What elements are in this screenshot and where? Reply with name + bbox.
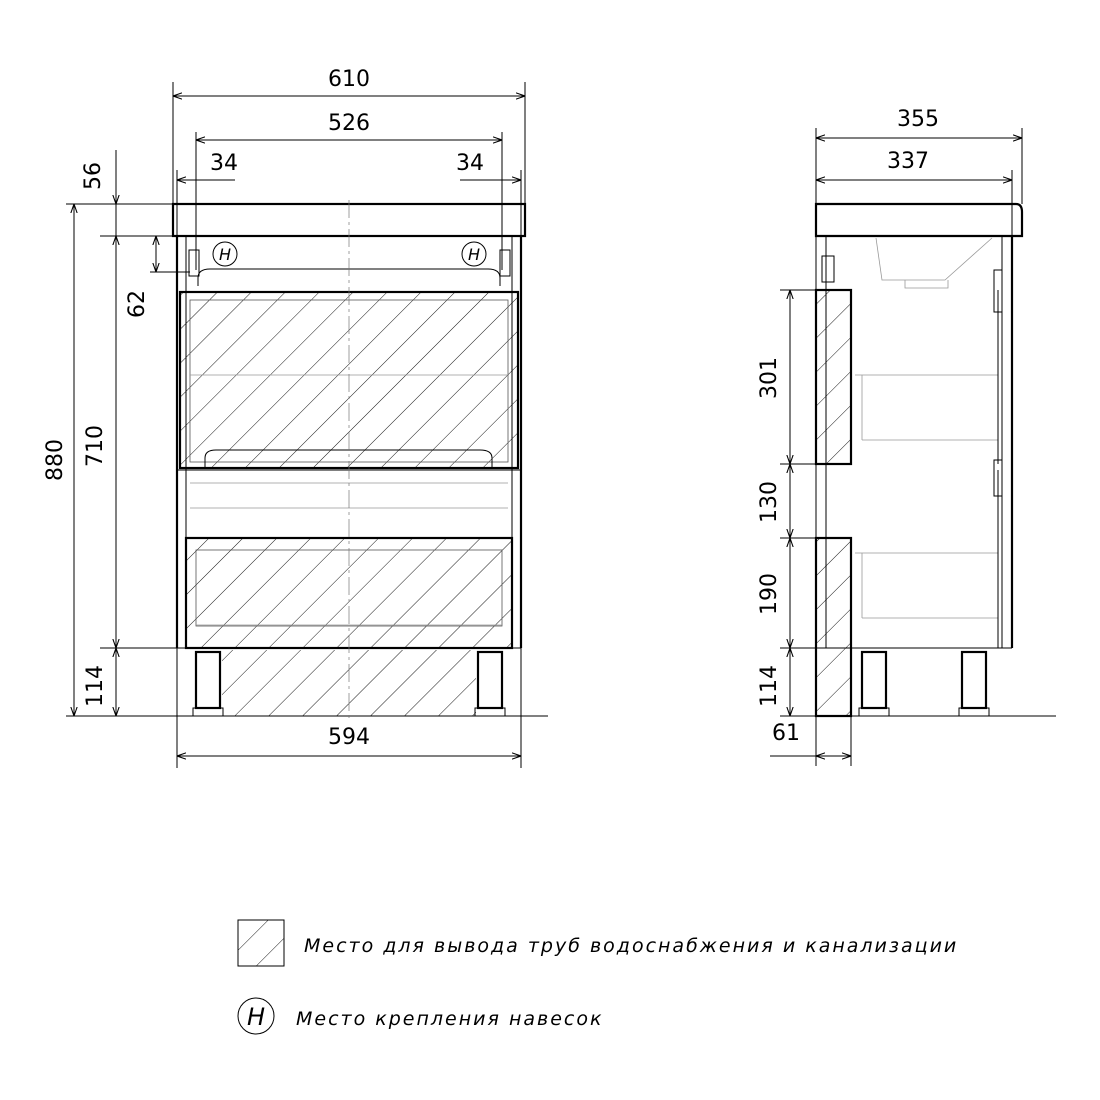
hanger-mark-right (462, 242, 486, 266)
legend-hangers (238, 998, 603, 1034)
side-upper-pipe-zone (816, 290, 851, 464)
side-leg-front (962, 652, 986, 708)
dim-zone-lower: 190 (757, 573, 782, 615)
dim-side-leg-height: 114 (757, 665, 782, 707)
dim-hinge-height: 62 (125, 290, 150, 318)
side-countertop (816, 204, 1022, 236)
legend-pipes-text: Место для вывода труб водоснабжения и канализации (304, 935, 959, 957)
dim-zone-depth: 61 (772, 721, 800, 746)
left-bracket (189, 250, 199, 276)
front-view (43, 67, 548, 768)
dim-offset-left: 34 (210, 151, 238, 176)
hanger-mark-label: H (467, 245, 481, 264)
legend-hanger-text: Место крепления навесок (296, 1008, 604, 1030)
dim-total-width: 610 (328, 67, 370, 92)
dim-offset-right: 34 (456, 151, 484, 176)
dim-total-depth: 355 (897, 107, 939, 132)
side-lower-pipe-zone (816, 538, 851, 716)
legend-hanger-symbol: H (246, 1003, 266, 1031)
dim-zone-upper: 301 (757, 357, 782, 399)
side-leg-rear (862, 652, 886, 708)
legend-hatch-swatch (238, 920, 284, 966)
dim-inner-width: 526 (328, 111, 370, 136)
dim-top-thickness: 56 (81, 162, 106, 190)
hanger-mark-label: H (218, 245, 232, 264)
hanger-mark-left (213, 242, 237, 266)
dim-body-height: 710 (83, 425, 108, 467)
front-left-leg (196, 652, 220, 708)
dim-body-depth: 337 (887, 149, 929, 174)
legend-pipes (238, 920, 958, 966)
dim-zone-gap: 130 (757, 481, 782, 523)
legend (238, 920, 958, 1034)
side-view (757, 107, 1056, 766)
dim-leg-height: 114 (83, 665, 108, 707)
dim-total-height: 880 (43, 439, 68, 481)
dim-bottom-width: 594 (328, 725, 370, 750)
front-right-leg (478, 652, 502, 708)
